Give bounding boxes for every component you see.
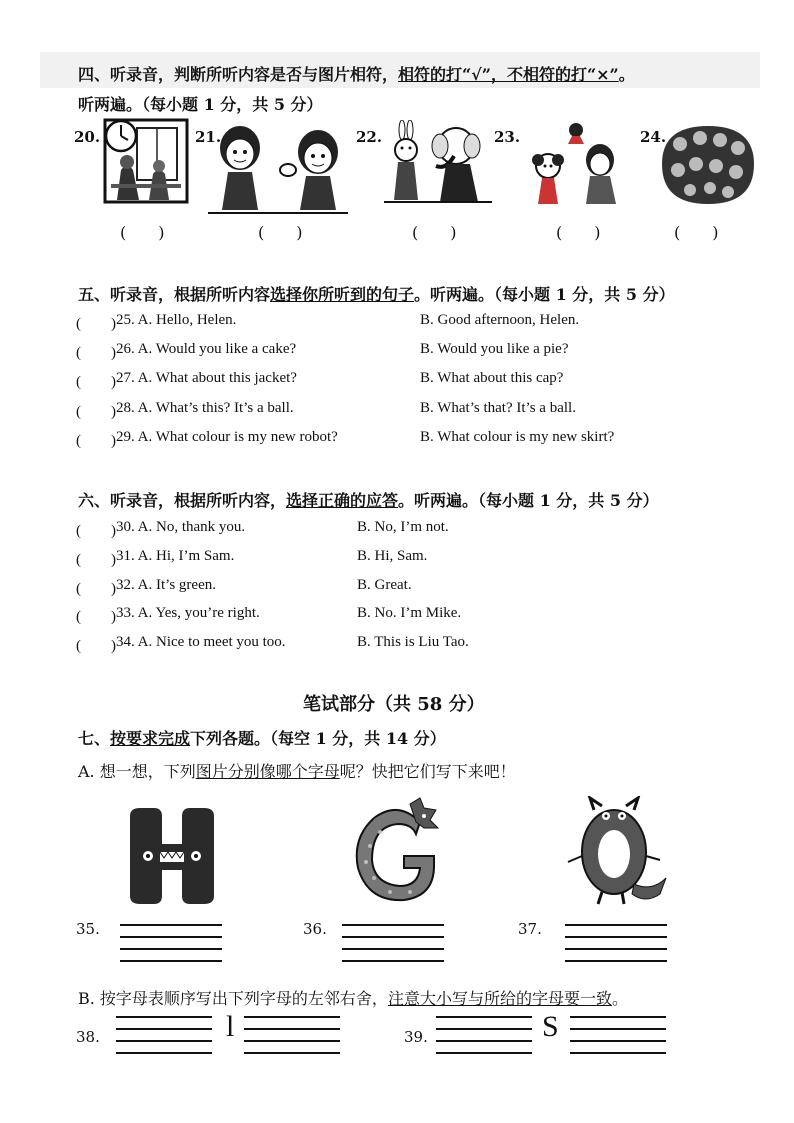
q36-writing-line[interactable]: [342, 960, 444, 962]
q22-picture-rabbit-elephant: [384, 120, 492, 204]
partA-text-a: A. 想一想，下列: [78, 762, 196, 781]
q27-option-b: B. What about this cap?: [420, 370, 564, 386]
q34-paren[interactable]: ( ): [76, 638, 116, 654]
q22-number: 22.: [356, 128, 383, 146]
section6-title-a: 六、听录音，根据所听内容，: [78, 491, 287, 510]
q39-given-letter: S: [542, 1010, 559, 1043]
q31-paren[interactable]: ( ): [76, 552, 116, 568]
q32-paren[interactable]: ( ): [76, 581, 116, 597]
q21-answer-blank[interactable]: ( ): [258, 223, 303, 242]
q28-option-a: 28. A. What’s this? It’s a ball.: [116, 400, 294, 416]
q29-option-b: B. What colour is my new skirt?: [420, 429, 615, 445]
q23-number: 23.: [494, 128, 521, 146]
q24-answer-blank[interactable]: ( ): [674, 223, 719, 242]
q23-picture-girl-woman: [526, 120, 622, 206]
partA-text-b: 呢？快把它们写下来吧！: [339, 762, 516, 781]
q38-right-line[interactable]: [244, 1052, 340, 1054]
q38-right-line[interactable]: [244, 1040, 340, 1042]
written-part-heading: 笔试部分（共 58 分）: [303, 694, 485, 715]
q22-answer-blank[interactable]: ( ): [412, 223, 457, 242]
q38-left-line[interactable]: [116, 1028, 212, 1030]
q35-writing-line[interactable]: [120, 936, 222, 938]
q26-paren[interactable]: ( ): [76, 345, 116, 361]
q36-writing-line[interactable]: [342, 924, 444, 926]
section4-title-part1: 四、听录音，判断所听内容是否与图片相符，: [78, 65, 399, 84]
q33-paren[interactable]: ( ): [76, 609, 116, 625]
q27-option-a: 27. A. What about this jacket?: [116, 370, 297, 386]
section7-partA-instruction: [78, 759, 516, 782]
q35-writing-line[interactable]: [120, 948, 222, 950]
q23-answer-blank[interactable]: ( ): [556, 223, 601, 242]
q25-paren[interactable]: ( ): [76, 316, 116, 332]
q38-right-line[interactable]: [244, 1016, 340, 1018]
q38-given-letter: l: [226, 1010, 235, 1043]
q32-option-a: 32. A. It’s green.: [116, 577, 216, 593]
q26-option-b: B. Would you like a pie?: [420, 341, 569, 357]
q26-option-a: 26. A. Would you like a cake?: [116, 341, 297, 357]
partB-text-a: B. 按字母表顺序写出下列字母的左邻右舍，: [78, 989, 388, 1008]
letter-g-dragon-picture: [350, 796, 444, 906]
section5-title: [78, 282, 675, 305]
q36-writing-line[interactable]: [342, 948, 444, 950]
q30-option-b: B. No, I’m not.: [357, 519, 449, 535]
q20-picture-clock-room: [103, 114, 189, 204]
q38-left-line[interactable]: [116, 1052, 212, 1054]
q38-number: 38.: [76, 1028, 100, 1046]
partB-text-b: 。: [611, 989, 628, 1008]
q28-paren[interactable]: ( ): [76, 404, 116, 420]
section7-title: [78, 726, 446, 749]
section7-partB-instruction: [78, 986, 628, 1009]
q33-option-a: 33. A. Yes, you’re right.: [116, 605, 260, 621]
q31-option-a: 31. A. Hi, I’m Sam.: [116, 548, 235, 564]
q39-left-line[interactable]: [436, 1040, 532, 1042]
q24-picture-group: [660, 124, 756, 206]
section4-title: [78, 62, 635, 85]
section5-title-underlined: 选择你所听到的句子: [270, 285, 415, 304]
q21-picture-two-girls: [208, 118, 348, 214]
q21-number: 21.: [195, 128, 222, 146]
q39-left-line[interactable]: [436, 1028, 532, 1030]
q29-option-a: 29. A. What colour is my new robot?: [116, 429, 338, 445]
q35-writing-line[interactable]: [120, 960, 222, 962]
q31-option-b: B. Hi, Sam.: [357, 548, 428, 564]
q38-right-line[interactable]: [244, 1028, 340, 1030]
q28-option-b: B. What’s that? It’s a ball.: [420, 400, 576, 416]
q37-writing-line[interactable]: [565, 924, 667, 926]
q36-number: 36.: [303, 920, 327, 938]
q39-right-line[interactable]: [570, 1040, 666, 1042]
letter-h-monster-picture: [126, 806, 218, 906]
q30-option-a: 30. A. No, thank you.: [116, 519, 246, 535]
q34-option-a: 34. A. Nice to meet you too.: [116, 634, 286, 650]
q38-left-line[interactable]: [116, 1016, 212, 1018]
q39-left-line[interactable]: [436, 1052, 532, 1054]
q29-paren[interactable]: ( ): [76, 433, 116, 449]
q33-option-b: B. No. I’m Mike.: [357, 605, 462, 621]
q39-right-line[interactable]: [570, 1016, 666, 1018]
q37-number: 37.: [518, 920, 542, 938]
q20-answer-blank[interactable]: ( ): [120, 223, 165, 242]
section4-title-end: 。: [618, 65, 635, 84]
partB-text-underlined: 注意大小写与所给的字母要一致: [387, 989, 612, 1008]
q27-paren[interactable]: ( ): [76, 374, 116, 390]
section5-title-b: 。听两遍。（每小题 1 分，共 5 分）: [414, 285, 675, 304]
q37-writing-line[interactable]: [565, 948, 667, 950]
q35-writing-line[interactable]: [120, 924, 222, 926]
q39-left-line[interactable]: [436, 1016, 532, 1018]
q32-option-b: B. Great.: [357, 577, 412, 593]
section7-title-a: 七、: [78, 729, 111, 748]
section4-title-line2: 听两遍。（每小题 1 分，共 5 分）: [78, 95, 323, 114]
section6-title-underlined: 选择正确的应答: [286, 491, 399, 510]
letter-q-monster-picture: [562, 796, 670, 908]
q38-left-line[interactable]: [116, 1040, 212, 1042]
q37-writing-line[interactable]: [565, 936, 667, 938]
q35-number: 35.: [76, 920, 100, 938]
section6-title: [78, 488, 659, 511]
q30-paren[interactable]: ( ): [76, 523, 116, 539]
partA-text-underlined: 图片分别像哪个字母: [195, 762, 340, 781]
q34-option-b: B. This is Liu Tao.: [357, 634, 469, 650]
section6-title-b: 。听两遍。（每小题 1 分，共 5 分）: [398, 491, 659, 510]
q39-number: 39.: [404, 1028, 428, 1046]
q37-writing-line[interactable]: [565, 960, 667, 962]
q36-writing-line[interactable]: [342, 936, 444, 938]
section5-title-a: 五、听录音，根据所听内容: [78, 285, 271, 304]
q25-option-b: B. Good afternoon, Helen.: [420, 312, 580, 328]
section7-title-underlined: 按要求完成: [110, 729, 191, 748]
q39-right-line[interactable]: [570, 1052, 666, 1054]
section7-title-b: 下列各题。（每空 1 分，共 14 分）: [190, 729, 446, 748]
q20-number: 20.: [74, 128, 101, 146]
section4-title-instruction: 相符的打“√”，不相符的打“×”: [398, 65, 619, 84]
q25-option-a: 25. A. Hello, Helen.: [116, 312, 237, 328]
q24-number: 24.: [640, 128, 667, 146]
q39-right-line[interactable]: [570, 1028, 666, 1030]
